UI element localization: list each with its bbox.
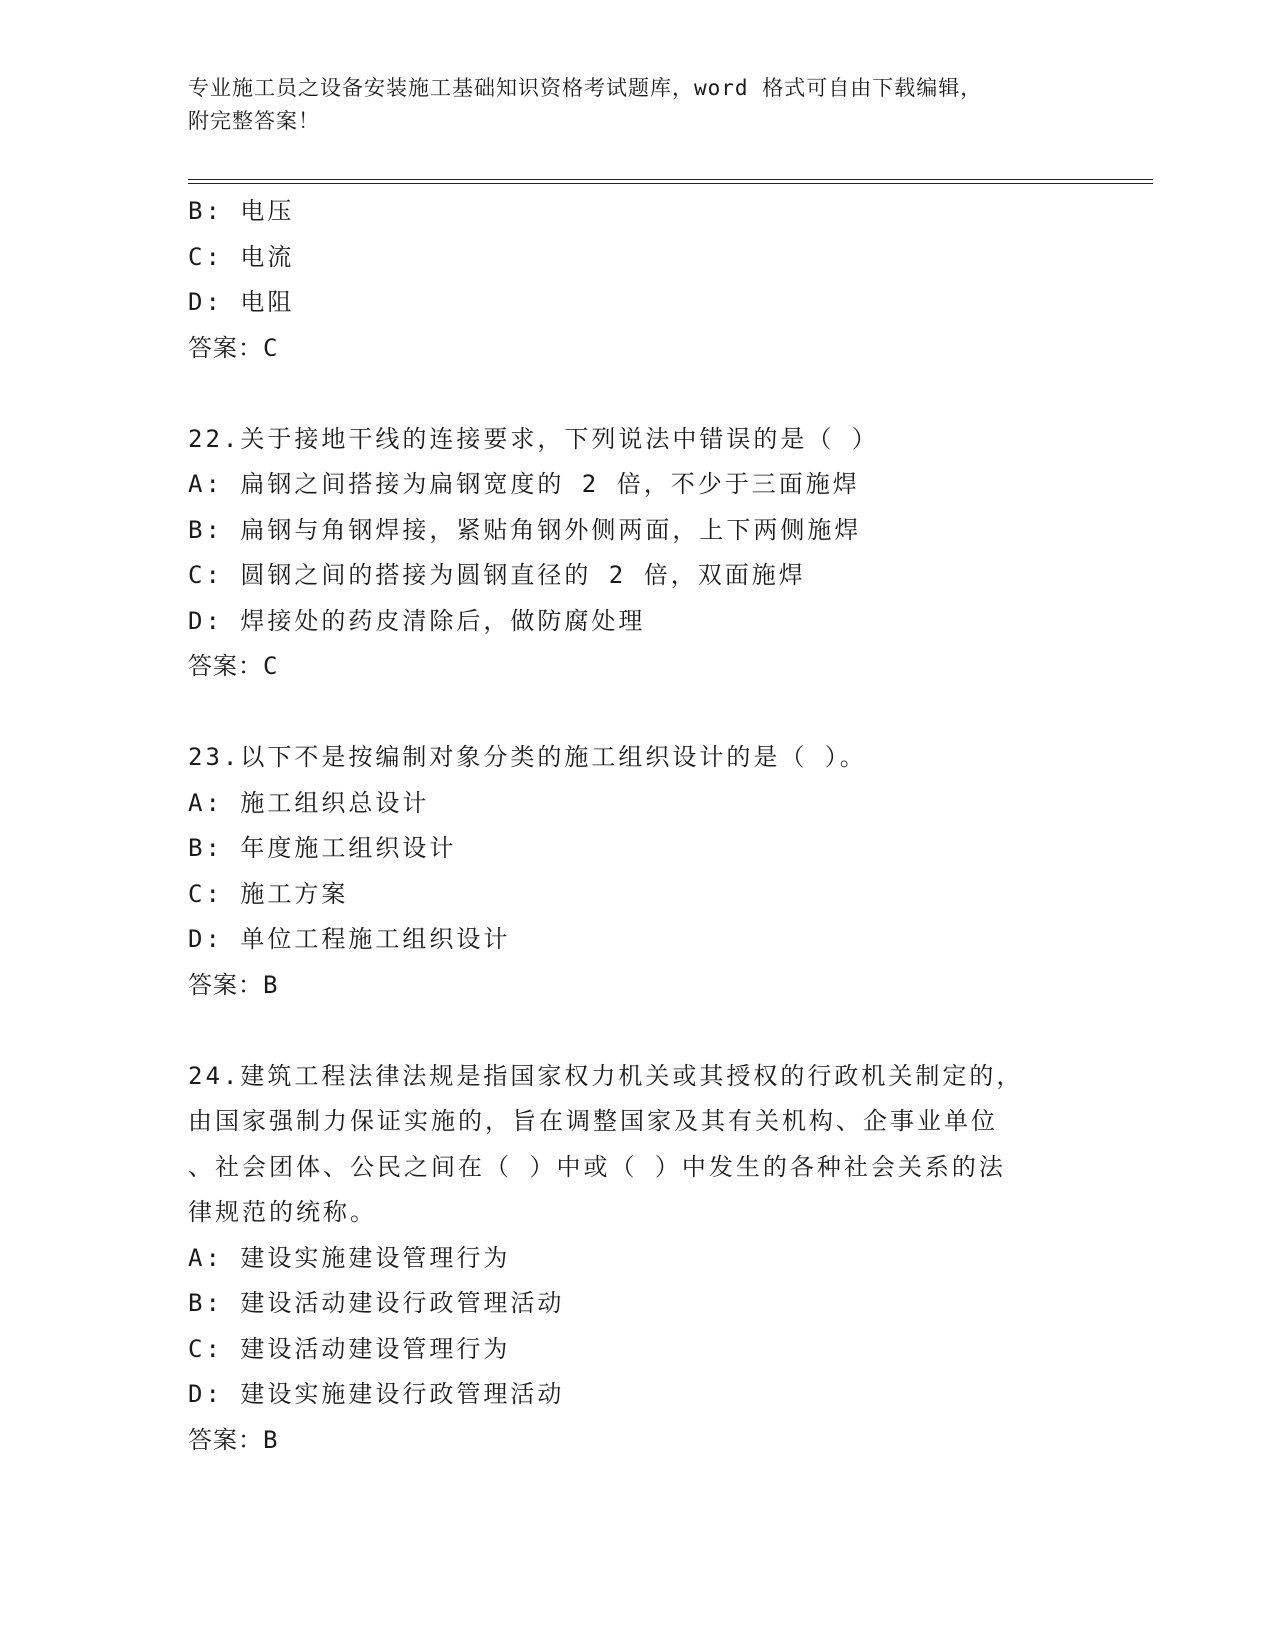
question-text-line-2: 由国家强制力保证实施的，旨在调整国家及其有关机构、企事业单位 — [188, 1107, 998, 1135]
option-b: B: 建设活动建设行政管理活动 — [188, 1289, 565, 1317]
option-c: C: 建设活动建设管理行为 — [188, 1334, 511, 1363]
answer: 答案：B — [188, 1425, 279, 1454]
question-block-prev — [188, 189, 1068, 371]
option-b: B: 年度施工组织设计 — [188, 834, 457, 862]
header-line-1: 专业施工员之设备安装施工基础知识资格考试题库，word 格式可自由下载编辑， — [188, 76, 983, 100]
answer: 答案：C — [188, 652, 279, 680]
question-text-line-1: 24.建筑工程法律法规是指国家权力机关或其授权的行政机关制定的， — [188, 1061, 1024, 1090]
question-block-24 — [188, 1054, 1068, 1464]
spacer — [188, 1008, 1068, 1054]
answer: 答案：B — [188, 970, 279, 999]
option-d: D: 电阻 — [188, 288, 295, 316]
header-rule-top — [188, 179, 1153, 180]
option-d: D: 单位工程施工组织设计 — [188, 925, 511, 953]
option-a: A: 施工组织总设计 — [188, 788, 430, 817]
question-text: 22.关于接地干线的连接要求，下列说法中错误的是（ ） — [188, 424, 879, 453]
header-line-2: 附完整答案！ — [188, 109, 320, 133]
spacer — [188, 371, 1068, 417]
spacer — [188, 690, 1068, 736]
answer: 答案：C — [188, 333, 279, 362]
question-text: 23.以下不是按编制对象分类的施工组织设计的是（ ）。 — [188, 743, 867, 771]
option-b: B: 电压 — [188, 197, 295, 225]
question-text-line-3: 、社会团体、公民之间在（ ）中或（ ）中发生的各种社会关系的法 — [188, 1152, 1006, 1181]
option-d: D: 焊接处的药皮清除后，做防腐处理 — [188, 606, 646, 635]
option-a: A: 扁钢之间搭接为扁钢宽度的 2 倍，不少于三面施焊 — [188, 470, 860, 498]
document-header — [188, 72, 1088, 138]
option-a: A: 建设实施建设管理行为 — [188, 1243, 511, 1272]
option-b: B: 扁钢与角钢焊接，紧贴角钢外侧两面，上下两侧施焊 — [188, 515, 862, 544]
header-rule-bottom — [188, 183, 1153, 184]
option-c: C: 圆钢之间的搭接为圆钢直径的 2 倍，双面施焊 — [188, 561, 806, 589]
question-block-23 — [188, 735, 1068, 1008]
option-c: C: 电流 — [188, 242, 295, 271]
option-c: C: 施工方案 — [188, 879, 349, 908]
question-text-line-4: 律规范的统称。 — [188, 1198, 377, 1226]
document-body — [188, 189, 1068, 1463]
option-d: D: 建设实施建设行政管理活动 — [188, 1380, 565, 1408]
question-block-22 — [188, 417, 1068, 690]
